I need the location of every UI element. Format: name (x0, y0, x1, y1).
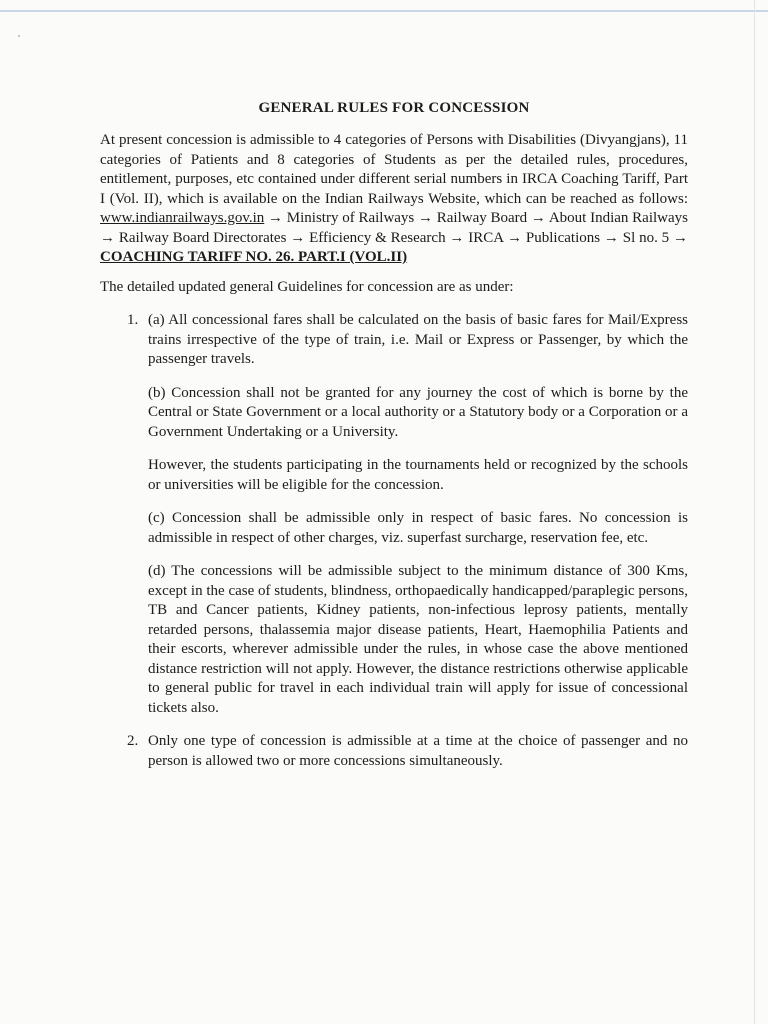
list-item-number: 1. (127, 312, 139, 328)
rule-1d: (d) The concessions will be admissible subject to the minimum distance of 300 Kms, except in the case of students, blindness, orthopaedically handicapped/paraplegic persons, TB and Cancer patients, Kidney patients, non-infectious leprosy patients, mentally retarded persons, thalassemia major disease patients, Heart, Haemophilia Patients and their escorts, wherever admissible under the rules, in whose case the above mentioned distance restriction will not apply. However, the distance restrictions otherwise applicable to general public for travel in each individual train will apply for issue of concessional tickets also. (148, 563, 688, 716)
rule-1b-note: However, the students participating in the tournaments held or recognized by the schools or universities will be eligible for the concession. (148, 457, 688, 493)
tariff-reference: COACHING TARIFF NO. 26. PART.I (VOL.II) (100, 249, 408, 265)
list-item-number: 2. (127, 733, 139, 749)
document-body (100, 100, 688, 785)
rule-1a: (a) All concessional fares shall be calculated on the basis of basic fares for Mail/Express trains irrespective of the type of train, i.e. Mail or Express or Passenger, by which the passenger travels. (148, 312, 688, 367)
rule-1c: (c) Concession shall be admissible only in respect of basic fares. No concession is admissible in respect of other charges, viz. superfast surcharge, reservation fee, etc. (148, 510, 688, 546)
rule-2: Only one type of concession is admissible at a time at the choice of passenger and no person is allowed two or more concessions simultaneously. (148, 733, 688, 769)
navigation-path: → Ministry of Railways → Railway Board → About Indian Railways → Railway Board Directorates → Efficiency & Research → IRCA → Publications → Sl no. 5 → (100, 210, 688, 246)
document-title: GENERAL RULES FOR CONCESSION (258, 100, 530, 116)
rule-1b: (b) Concession shall not be granted for any journey the cost of which is borne by the Central or State Government or a local authority or a Statutory body or a Corporation or a Government Undertaking or a University. (148, 384, 688, 440)
guidelines-list (100, 311, 688, 771)
intro-text: At present concession is admissible to 4 categories of Persons with Disabilities (Divyangjans), 11 categories of Patients and 8 categories of Students as per the detailed rules, procedures, entitlement, purposes, etc contained under different serial numbers in IRCA Coaching Tariff, Part I (Vol. II), which is available on the Indian Railways Website, which can be reached as follows: (100, 132, 688, 207)
intro-paragraph (100, 131, 688, 268)
scan-border-top (0, 10, 768, 12)
scan-border-right (754, 0, 755, 1024)
list-item-1 (100, 311, 688, 718)
scan-speck (18, 35, 20, 37)
guidelines-intro: The detailed updated general Guidelines for concession are as under: (100, 278, 514, 295)
website-link[interactable]: www.indianrailways.gov.in (100, 210, 265, 226)
list-item-2 (100, 732, 688, 771)
